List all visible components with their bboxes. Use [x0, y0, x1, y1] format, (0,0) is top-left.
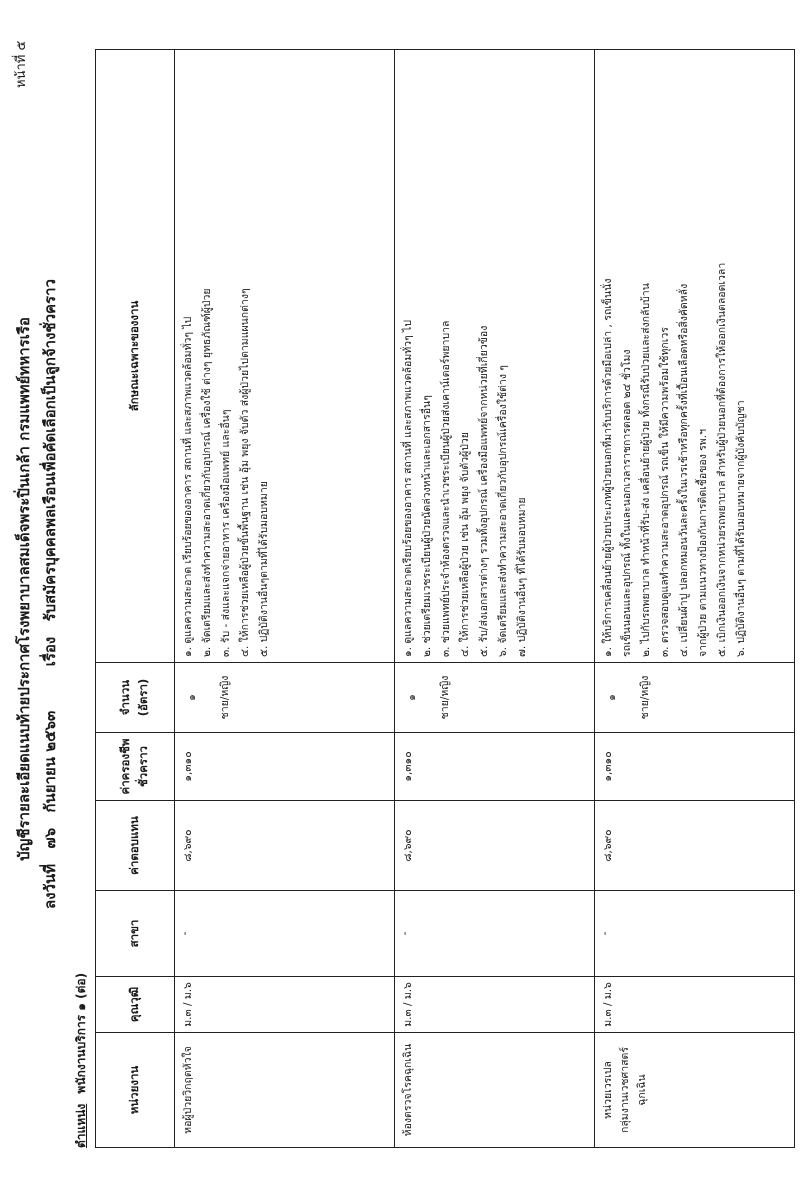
col-header-wage: ค่าตอบแทน — [96, 801, 175, 891]
duty-item: ๑. ดูแลความสะอาด เรียบร้อยของอาคาร สถานที่ และสภาพแวดล้อมทั่วๆ ไป — [182, 316, 194, 657]
field-cell: - — [395, 891, 595, 977]
allowance-cell: ๑,๓๑๐ — [395, 733, 595, 801]
duty-item: ๔. ให้การช่วยเหลือผู้ป่วย เช่น อุ้ม พยุง จับตัวผู้ป่วย — [459, 432, 471, 657]
qualification-cell: ม.๓ / ม.๖ — [175, 977, 395, 1033]
duty-item: ๓. ตรวจสอบดูแลทำความสะอาดอุปกรณ์ รถเข็น ให้มีความพร้อมใช้ทุกเวร — [659, 327, 671, 657]
page-number: หน้าที่ ๕ — [14, 40, 29, 88]
duty-item: ๑. ให้บริการเคลื่อนย้ายผู้ป่วยประเภทผู้ป่วยนอกที่มารับบริการด้วยมือเปล่า , รถเข็นนั่ง — [602, 278, 614, 657]
sex-value: ชาย/หญิง — [639, 675, 651, 720]
wage-cell: ๘,๖๙๐ — [595, 801, 795, 891]
subject-prefix: เรื่อง — [41, 636, 59, 667]
field-cell: - — [175, 891, 395, 977]
col-header-unit: หน่วยงาน — [96, 1033, 175, 1148]
document-subtitle — [38, 0, 62, 1178]
job-details-table — [95, 49, 795, 1148]
duties-cell — [395, 50, 595, 663]
duty-item: ๑. ดูแลความสะอาดเรียบร้อยของอาคาร สถานที่ และสภาพแวดล้อมทั่วๆ ไป — [402, 320, 414, 657]
col-header-count: จำนวน (อัตรา) — [96, 663, 175, 733]
table-row — [175, 50, 395, 1148]
col-header-duties: ลักษณะเฉพาะของงาน — [96, 50, 175, 663]
field-cell: - — [595, 891, 795, 977]
count-value: ๑ — [186, 694, 198, 701]
count-value: ๑ — [406, 694, 418, 701]
position-label: ตำแหน่ง — [74, 1103, 88, 1148]
table-row — [395, 50, 595, 1148]
unit-cell: ห้องตรวจโรคฉุกเฉิน — [395, 1033, 595, 1148]
duty-item: ๔. ให้การช่วยเหลือผู้ป่วยขั้นพื้นฐาน เช่น อุ้ม พยุง จับตัว ส่งผู้ป่วยไปตามแผนกต่างๆ — [239, 288, 251, 657]
date-month-year: กันยายน ๒๕๖๓ — [41, 710, 59, 813]
duty-item: ๒. ไปกับรถพยาบาล ทำหน้าที่รับ-ส่ง เคลื่อนย้ายผู้ป่วย ทั้งกรณีรับป่วยและส่งกลับบ้าน — [640, 283, 652, 657]
duty-item: ๔. เปลี่ยนผ้าปู ปลอกหมอนวันละครั้งในเวรเช้าหรือทุกครั้งที่เปื้อนเลือดหรือสิ่งคัดหลั่ง — [678, 283, 690, 657]
duty-item: ๕. รับ/ส่งเอกสารต่างๆ รวมทั้งอุปกรณ์ เครื่องมือแพทย์จากหน่วยที่เกี่ยวข้อง — [478, 325, 490, 657]
wage-cell: ๘,๖๙๐ — [175, 801, 395, 891]
duty-item: ๒. จัดเตรียมและส่งทำความสะอาดเกี่ยวกับอุปกรณ์ เครื่องใช้ ต่างๆ ยุทธภัณฑ์ผู้ป่วย — [201, 288, 213, 657]
sex-value: ชาย/หญิง — [219, 675, 231, 720]
date-day: ๗๖ — [41, 827, 59, 849]
duty-item: รถเข็นนอนและอุปกรณ์ ทั้งในและนอกเวลาราชการตลอด ๒๔ ชั่วโมง — [621, 349, 633, 657]
table-header-row — [96, 50, 175, 1148]
table-row — [595, 50, 795, 1148]
duty-item: ๖. จัดเตรียมและส่งทำความสะอาดเกี่ยวกับอุปกรณ์เครื่องใช้ต่าง ๆ — [497, 365, 509, 657]
position-value: พนักงานบริการ ๑ (ต่อ) — [74, 972, 88, 1094]
count-cell — [175, 663, 395, 733]
count-cell — [395, 663, 595, 733]
duties-cell — [175, 50, 395, 663]
unit-cell: หน่วยเวรเปล กลุ่มงานเวชศาสตร์ฉุกเฉิน — [595, 1033, 795, 1148]
position-line — [72, 973, 91, 1148]
allowance-cell: ๑,๓๑๐ — [595, 733, 795, 801]
duty-item: จากผู้ป่วย ตามแนวทางป้องกันการติดเชื้อของ รพ.ฯ — [697, 429, 709, 657]
table-body — [175, 50, 795, 1148]
subject: รับสมัครบุคคลพลเรือนเพื่อคัดเลือกเป็นลูกจ้างชั่วคราว — [41, 279, 59, 622]
col-header-allowance: ค่าครองชีพชั่วคราว — [96, 733, 175, 801]
duty-item: ๖. ปฏิบัติงานอื่นๆ ตามที่ได้รับมอบหมายจากผู้บังคับบัญชา — [735, 400, 747, 657]
document-title: บัญชีรายละเอียดแนบท้ายประกาศโรงพยาบาลสมเด็จพระปิ่นเกล้า กรมแพทย์ทหารเรือ — [15, 317, 33, 861]
allowance-cell: ๑,๓๑๐ — [175, 733, 395, 801]
duty-item: ๓. ช่วยแพทย์ประจำห้องตรวจและนำเวชระเบียนผู้ป่วยส่งเคาน์เตอร์พยาบาล — [440, 320, 452, 657]
col-header-qualification: คุณวุฒิ — [96, 977, 175, 1033]
duties-cell — [595, 50, 795, 663]
date-prefix: ลงวันที่ — [41, 863, 59, 909]
sex-value: ชาย/หญิง — [439, 675, 451, 720]
unit-cell: หอผู้ป่วยวิกฤตหัวใจ — [175, 1033, 395, 1148]
count-value: ๑ — [606, 694, 618, 701]
duty-item: ๓. รับ - ส่งและแจกจ่ายอาหาร เครื่องมือแพทย์ และอื่นๆ — [220, 409, 232, 657]
duty-item: ๕. เบิกเงินออกเงินจากหน่วยรถพยาบาล สำหรับผู้ป่วยนอกที่ต้องการให้ออกเงินตลอดเวลา — [716, 262, 728, 657]
duty-item: ๕. ปฏิบัติงานอื่นๆตามที่ได้รับมอบหมาย — [258, 481, 270, 657]
col-header-field: สาขา — [96, 891, 175, 977]
qualification-cell: ม.๓ / ม.๖ — [595, 977, 795, 1033]
qualification-cell: ม.๓ / ม.๖ — [395, 977, 595, 1033]
count-cell — [595, 663, 795, 733]
duty-item: ๒. ช่วยเตรียมเวชระเบียนผู้ป่วยนัดล่วงหน้าและเอกสารอื่นๆ — [421, 395, 433, 657]
wage-cell: ๘,๖๙๐ — [395, 801, 595, 891]
duty-item: ๗. ปฏิบัติงานอื่นๆ ที่ได้รับมอบหมาย — [516, 497, 528, 657]
